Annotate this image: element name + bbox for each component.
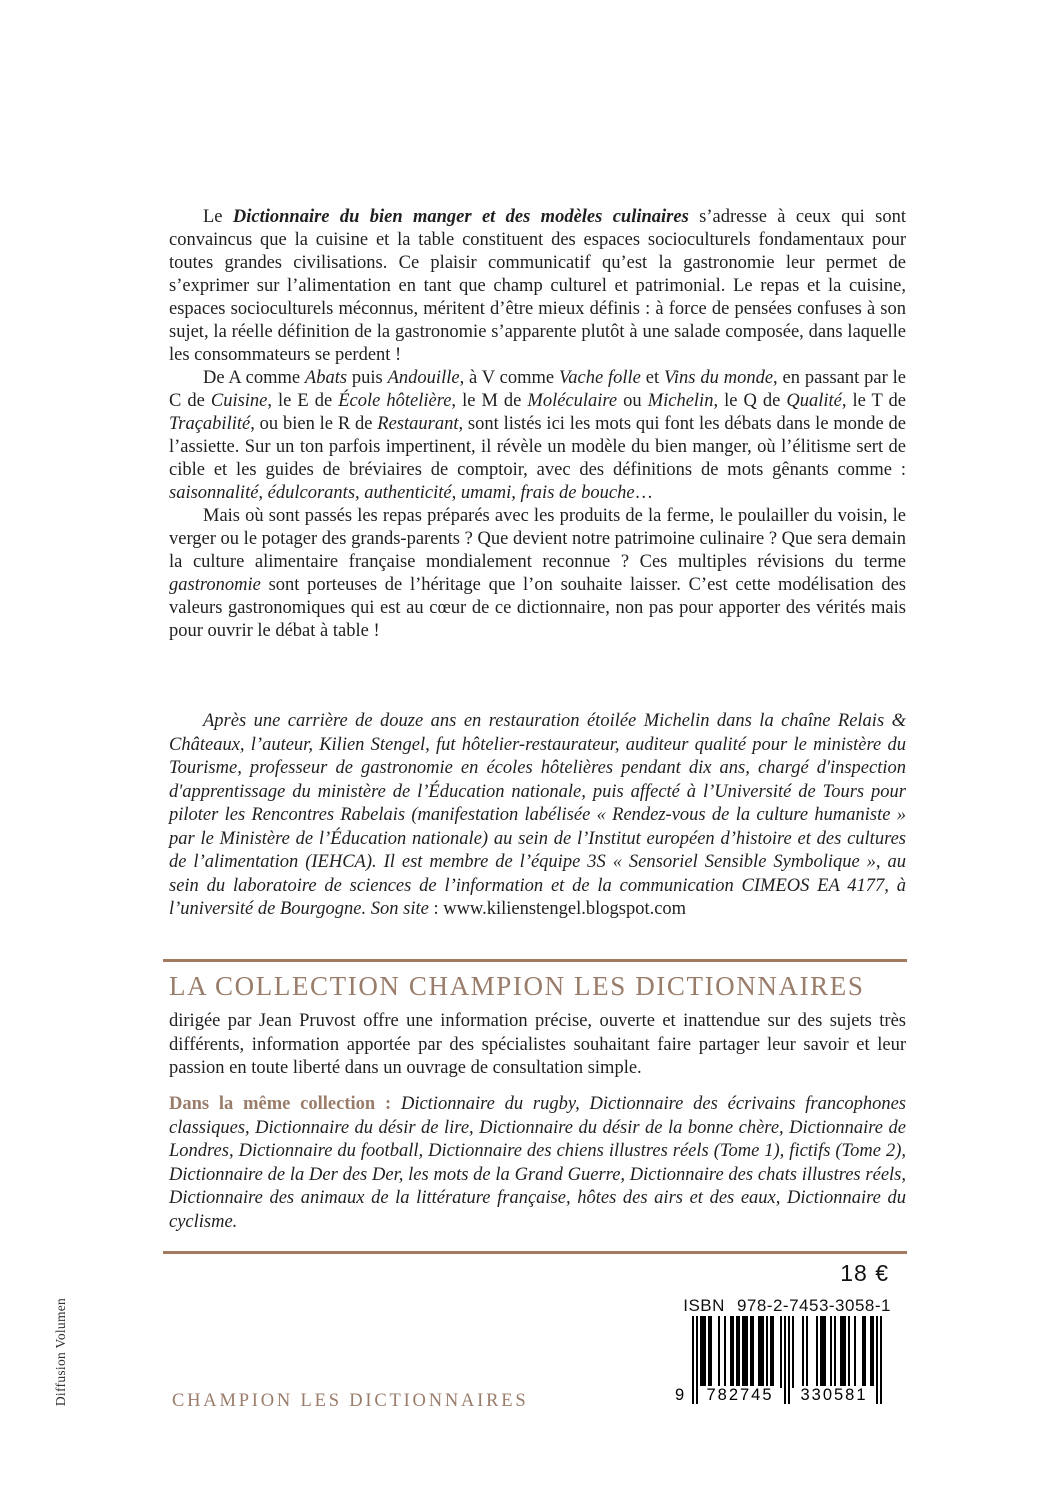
synopsis-paragraph-2: De A comme Abats puis Andouille, à V comme Vache folle et Vins du monde, en passant par le C de Cuisine, le E de École hôtelière, le M de Moléculaire ou Michelin, le Q de Qualité, le T de Traçabilité, ou bien le R de Restaurant, sont listés ici les mots qui font les débats dans le monde de l’assiette. Sur un ton parfois impertinent, il révèle un modèle du bien manger, où l’élitisme sert de cible et les guides de bréviaires de comptoir, avec des définitions de mots gênants comme : saisonnalité, édulcorants, authenticité, umami, frais de bouche… bbox=[169, 368, 907, 503]
isbn-number: 978-2-7453-3058-1 bbox=[736, 1296, 891, 1315]
collection-intro-paragraph: dirigée par Jean Pruvost offre une information précise, ouverte et inattendue sur des sujets très différents, information apportée par des spécialistes souhaitant faire partager leur savoir et leur passion en toute liberté dans un ouvrage de consultation simple. bbox=[169, 1011, 906, 1078]
author-bio-paragraph: Après une carrière de douze ans en restauration étoilée Michelin dans la chaîne Relais & Châteaux, l’auteur, Kilien Stengel, fut hôtelier-restaurateur, auditeur qualité pour le ministère du Tourisme, professeur de gastronomie en écoles hôtelières pendant dix ans, chargé d'inspection d'apprentissage du ministère de l’Éducation nationale, puis affecté à l’Université de Tours pour piloter les Rencontres Rabelais (manifestation labélisée « Rendez-vous de la culture humaniste » par le Ministère de l’Éducation nationale) au sein de l’Institut européen d’histoire et des cultures de l’alimentation (IEHCA). Il est membre de l’équipe 3S « Sensoriel Sensible Symbolique », au sein du laboratoire de sciences de l’information et de la communication CIMEOS EA 4177, à l’université de Bourgogne. Son site : www.kilienstengel.blogspot.com bbox=[169, 711, 906, 919]
divider-top bbox=[163, 959, 907, 962]
synopsis-paragraph-1: Le Dictionnaire du bien manger et des modèles culinaires s’adresse à ceux qui sont convaincus que la cuisine et la table constituent des espaces socioculturels fondamentaux pour toutes grandes civilisations. Ce plaisir communicatif qu’est la gastronomie leur permet de s’exprimer sur l’alimentation en tant que champ culturel et patrimonial. Le repas et la cuisine, espaces socioculturels méconnus, méritent d’être mieux définis : à force de pensées confuses à son sujet, la réelle définition de la gastronomie s’apparente plutôt à une salade composée, dans laquelle les consommateurs se perdent ! bbox=[169, 207, 907, 365]
isbn-line bbox=[683, 1296, 891, 1316]
collection-intro-section bbox=[169, 1010, 906, 1081]
barcode bbox=[675, 1316, 884, 1420]
author-bio-section bbox=[169, 710, 906, 922]
synopsis-paragraph-3: Mais où sont passés les repas préparés avec les produits de la ferme, le poulailler du voisin, le verger ou le potager des grands-parents ? Que devient notre patrimoine culinaire ? Que sera demain la culture alimentaire française mondialement reconnue ? Ces multiples révisions du terme gastronomie sont porteuses de l’héritage que l’on souhaite laisser. C’est cette modélisation des valeurs gastronomiques qui est au cœur de ce dictionnaire, non pas pour apporter des vérités mais pour ouvrir le débat à table ! bbox=[169, 506, 906, 641]
barcode-digits-right: 330581 bbox=[794, 1386, 874, 1405]
collection-heading: LA COLLECTION CHAMPION LES DICTIONNAIRES bbox=[169, 971, 865, 1001]
divider-bottom bbox=[163, 1251, 907, 1254]
price-label: 18 € bbox=[840, 1260, 889, 1286]
brand-line: CHAMPION LES DICTIONNAIRES bbox=[172, 1391, 529, 1411]
barcode-digit-first: 9 bbox=[675, 1386, 685, 1404]
barcode-digits bbox=[675, 1384, 882, 1406]
same-collection-paragraph: Dans la même collection : Dictionnaire du rugby, Dictionnaire des écrivains francophones classiques, Dictionnaire du désir de lire, Dictionnaire du désir de la bonne chère, Dictionnaire de Londres, Dictionnaire du football, Dictionnaire des chiens illustres réels (Tome 1), fictifs (Tome 2), Dictionnaire de la Der des Der, les mots de la Grand Guerre, Dictionnaire des chats illustres réels, Dictionnaire des animaux de la littérature française, hôtes des airs et des eaux, Dictionnaire du cyclisme. bbox=[169, 1094, 906, 1232]
distributor-vertical-text: Diffusion Volumen bbox=[53, 1297, 68, 1407]
same-collection-section bbox=[169, 1093, 906, 1234]
synopsis-section bbox=[169, 206, 906, 643]
barcode-digits-left: 782745 bbox=[700, 1386, 780, 1405]
isbn-label: ISBN bbox=[683, 1296, 725, 1315]
